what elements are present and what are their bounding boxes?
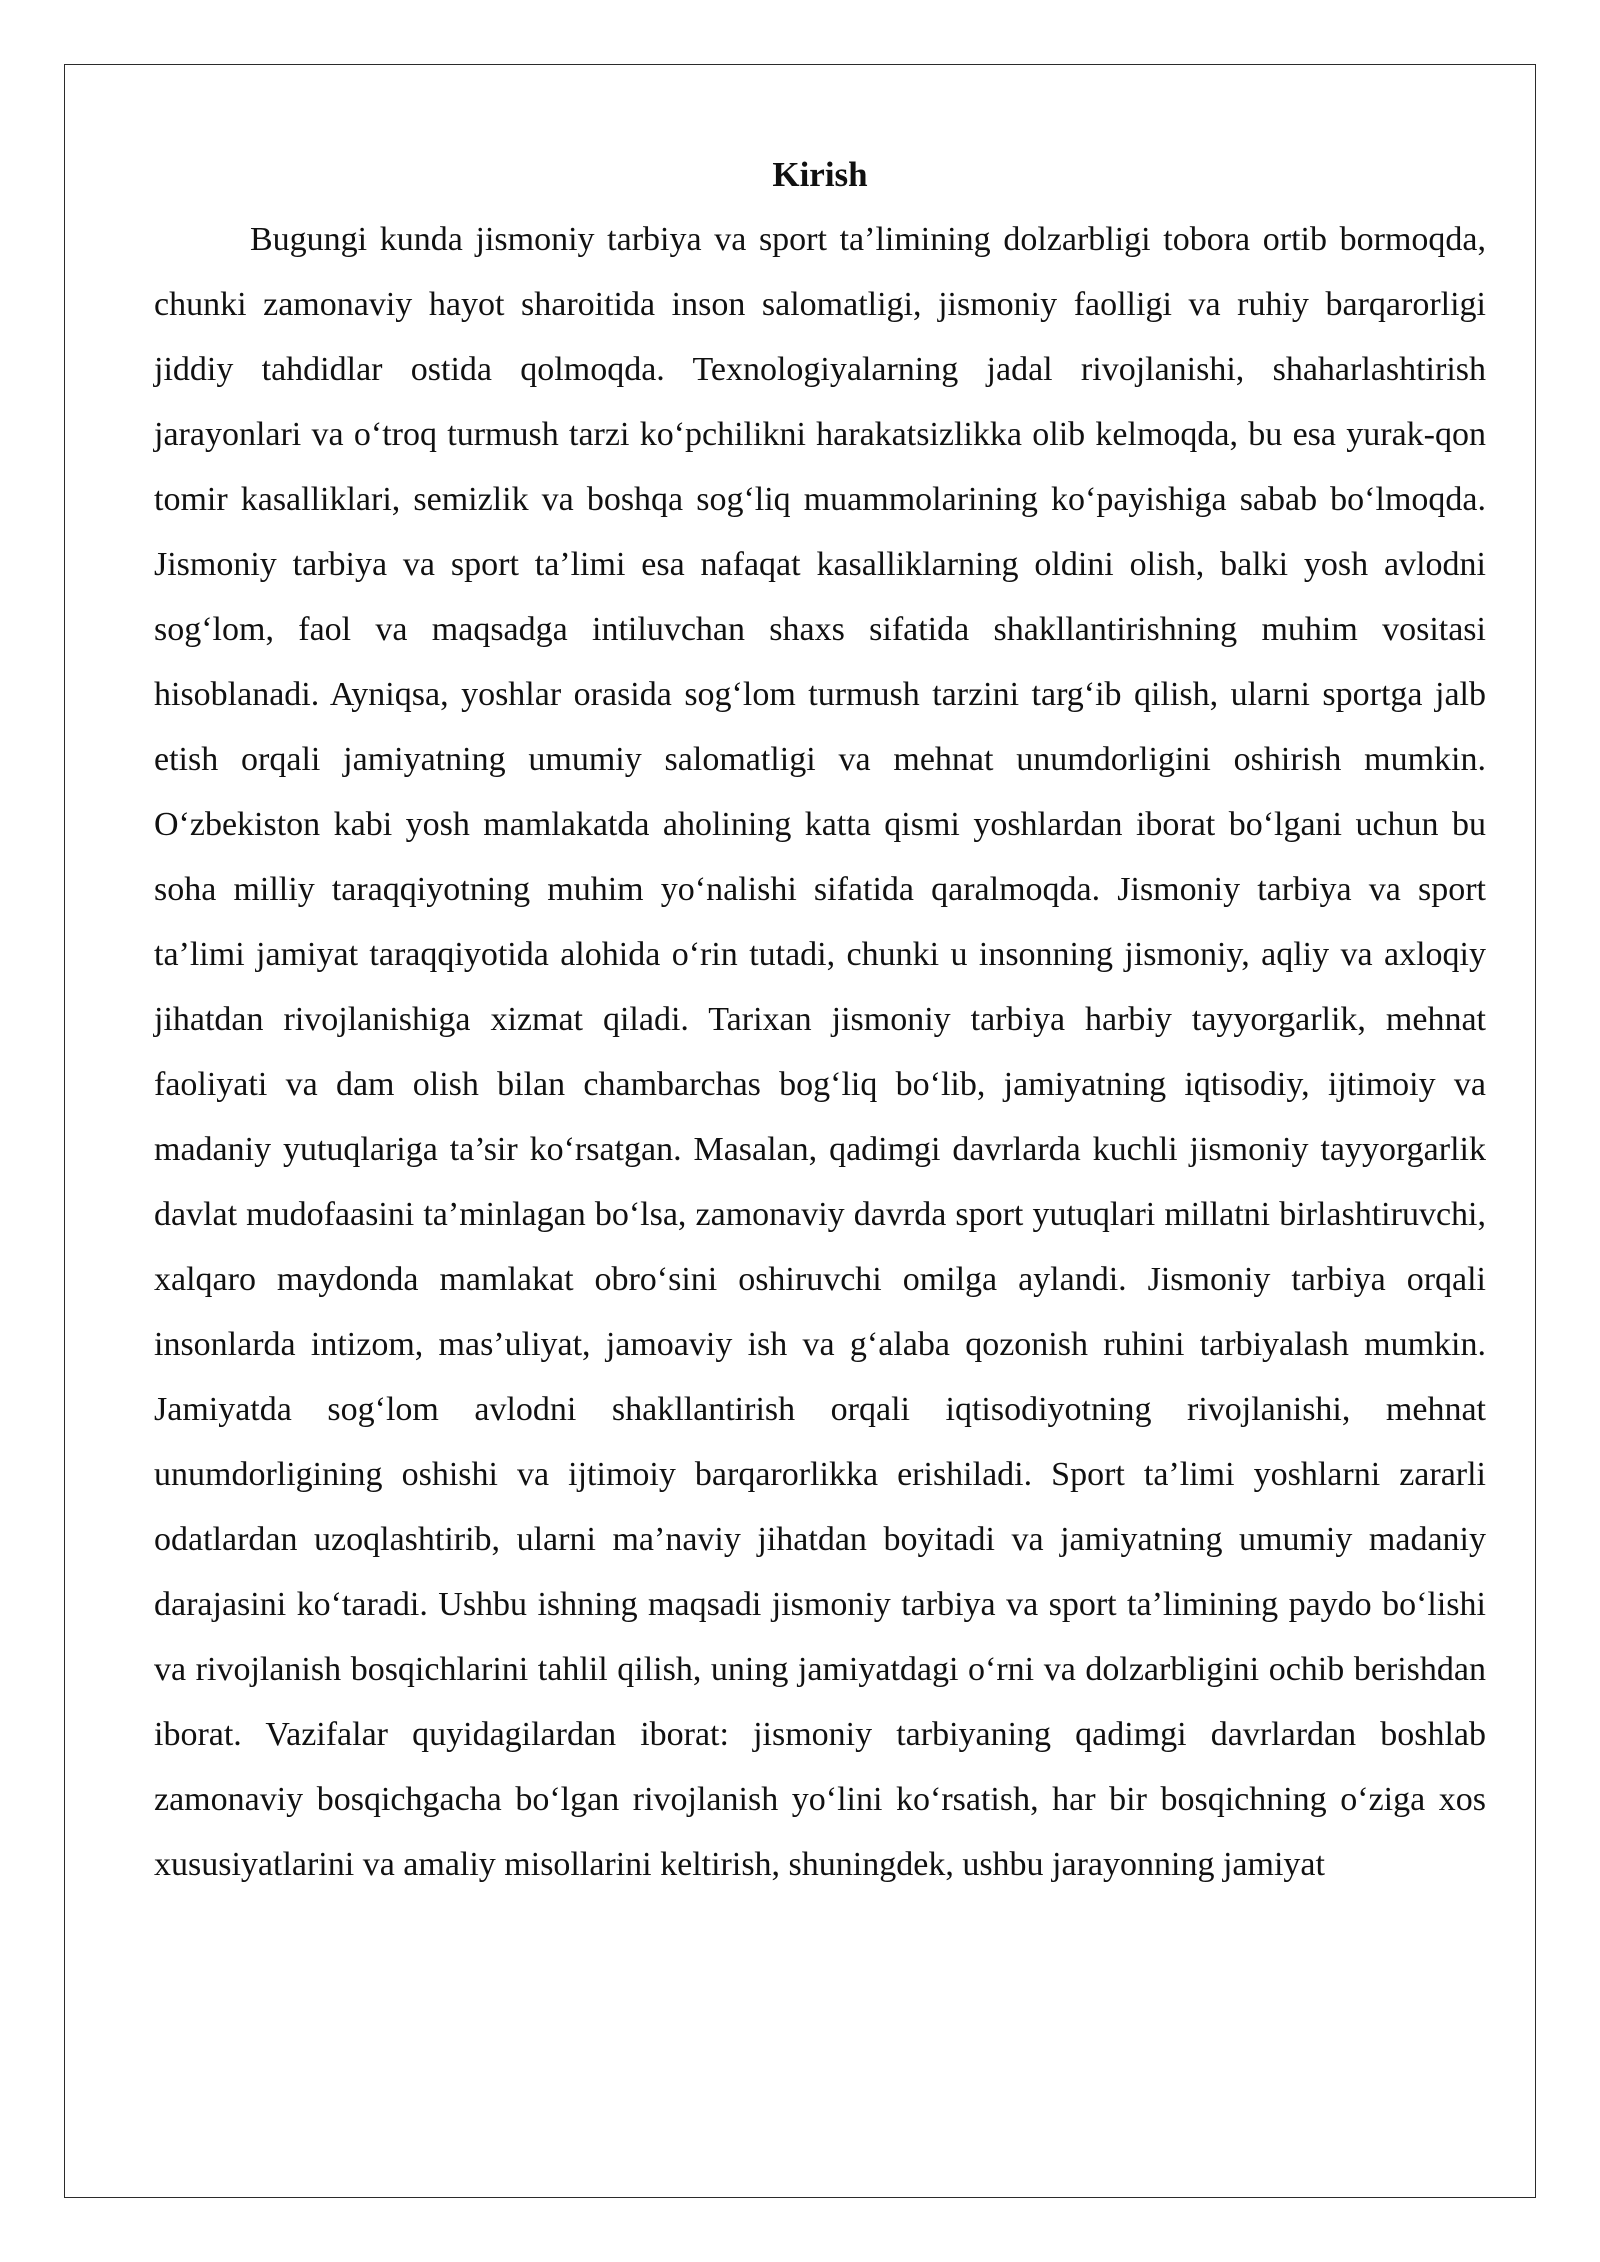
page-title: Kirish xyxy=(772,155,868,194)
body-paragraph: Bugungi kunda jismoniy tarbiya va sport ta’limining dolzarbligi tobora ortib bormoqda, chunki zamonaviy hayot sharoitida inson salomatligi, jismoniy faolligi va ruhiy barqarorligi jiddiy tahdidlar ostida qolmoqda. Texnologiyalarning jadal rivojlanishi, shaharlashtirish jarayonlari va o‘troq turmush tarzi ko‘pchilikni harakatsizlikka olib kelmoqda, bu esa yurak-qon tomir kasalliklari, semizlik va boshqa sog‘liq muammolarining ko‘payishiga sabab bo‘lmoqda. Jismoniy tarbiya va sport ta’limi esa nafaqat kasalliklarning oldini olish, balki yosh avlodni sog‘lom, faol va maqsadga intiluvchan shaxs sifatida shakllantirishning muhim vositasi hisoblanadi. Ayniqsa, yoshlar orasida sog‘lom turmush tarzini targ‘ib qilish, ularni sportga jalb etish orqali jamiyatning umumiy salomatligi va mehnat unumdorligini oshirish mumkin. O‘zbekiston kabi yosh mamlakatda aholining katta qismi yoshlardan iborat bo‘lgani uchun bu soha milliy taraqqiyotning muhim yo‘nalishi sifatida qaralmoqda. Jismoniy tarbiya va sport ta’limi jamiyat taraqqiyotida alohida o‘rin tutadi, chunki u insonning jismoniy, aqliy va axloqiy jihatdan rivojlanishiga xizmat qiladi. Tarixan jismoniy tarbiya harbiy tayyorgarlik, mehnat faoliyati va dam olish bilan chambarchas bog‘liq bo‘lib, jamiyatning iqtisodiy, ijtimoiy va madaniy yutuqlariga ta’sir ko‘rsatgan. Masalan, qadimgi davrlarda kuchli jismoniy tayyorgarlik davlat mudofaasini ta’minlagan bo‘lsa, zamonaviy davrda sport yutuqlari millatni birlashtiruvchi, xalqaro maydonda mamlakat obro‘sini oshiruvchi omilga aylandi. Jismoniy tarbiya orqali insonlarda intizom, mas’uliyat, jamoaviy ish va g‘alaba qozonish ruhini tarbiyalash mumkin. Jamiyatda sog‘lom avlodni shakllantirish orqali iqtisodiyotning rivojlanishi, mehnat unumdorligining oshishi va ijtimoiy barqarorlikka erishiladi. Sport ta’limi yoshlarni zararli odatlardan uzoqlashtirib, ularni ma’naviy jihatdan boyitadi va jamiyatning umumiy madaniy darajasini ko‘taradi. Ushbu ishning maqsadi jismoniy tarbiya va sport ta’limining paydo bo‘lishi va rivojlanish bosqichlarini tahlil qilish, uning jamiyatdagi o‘rni va dolzarbligini ochib berishdan iborat. Vazifalar quyidagilardan iborat: jismoniy tarbiyaning qadimgi davrlardan boshlab zamonaviy bosqichgacha bo‘lgan rivojlanish yo‘lini ko‘rsatish, har bir bosqichning o‘ziga xos xususiyatlarini va amaliy misollarini keltirish, shuningdek, ushbu jarayonning jamiyat xyxy=(154,221,1486,1883)
document-body xyxy=(154,142,1486,1897)
